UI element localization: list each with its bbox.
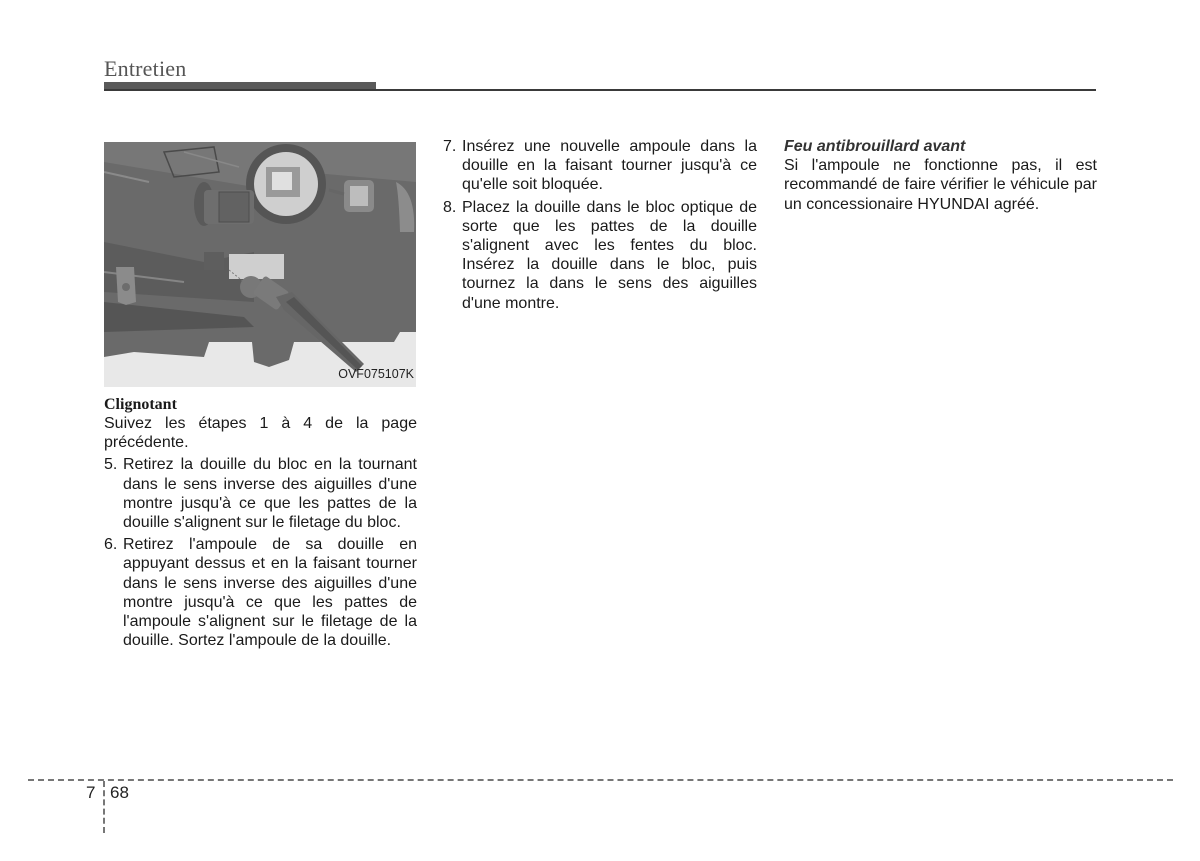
step-text: Placez la douille dans le bloc optique de sorte que les pattes de la douille s'alignent avec les fentes du bloc. Insérez la douille dans le bloc, puis tournez la dans le sens des aiguilles d'une montre. bbox=[462, 198, 757, 312]
step-number: 6. bbox=[104, 536, 118, 554]
figure-code: OVF075107K bbox=[338, 366, 414, 381]
fog-lamp-text: Si l'ampoule ne fonctionne pas, il est recommandé de faire vérifier le véhicule par un concessionaire HYUNDAI agréé. bbox=[784, 157, 1097, 213]
footer-divider bbox=[28, 779, 1173, 781]
left-column bbox=[104, 142, 417, 650]
step-text: Retirez l'ampoule de sa douille en appuyant dessus et en la faisant tourner dans le sens inverse des aiguilles d'une montre jusqu'à ce que les pattes de l'ampoule s'alignent sur le filetage de la douille. Sortez l'ampoule de la douille. bbox=[123, 536, 417, 650]
section-heading-feu-antibrouillard: Feu antibrouillard avant bbox=[784, 138, 966, 155]
middle-column bbox=[443, 137, 757, 313]
step-number: 5. bbox=[104, 456, 118, 474]
headlamp-illustration-icon bbox=[104, 142, 416, 387]
headlamp-figure bbox=[104, 142, 416, 387]
step-5 bbox=[104, 455, 417, 532]
intro-text: Suivez les étapes 1 à 4 de la page précédente. bbox=[104, 415, 417, 452]
footer-vertical-divider bbox=[103, 781, 105, 833]
chapter-number: 7 bbox=[86, 783, 96, 802]
step-number: 8. bbox=[443, 198, 457, 216]
step-7 bbox=[443, 137, 757, 195]
step-text: Retirez la douille du bloc en la tournant dans le sens inverse des aiguilles d'une montre jusqu'à ce que les pattes de la douille s'alignent sur le filetage du bloc. bbox=[123, 456, 417, 532]
page-number: 68 bbox=[110, 783, 129, 802]
step-text: Insérez une nouvelle ampoule dans la douille en la faisant tourner jusqu'à ce qu'elle soit bloquée. bbox=[462, 138, 757, 194]
page-title: Entretien bbox=[104, 56, 187, 81]
step-8 bbox=[443, 198, 757, 313]
section-heading-clignotant: Clignotant bbox=[104, 396, 177, 413]
header-rule-thin bbox=[104, 89, 1096, 91]
step-6 bbox=[104, 535, 417, 650]
step-number: 7. bbox=[443, 138, 457, 155]
right-column bbox=[784, 137, 1097, 214]
